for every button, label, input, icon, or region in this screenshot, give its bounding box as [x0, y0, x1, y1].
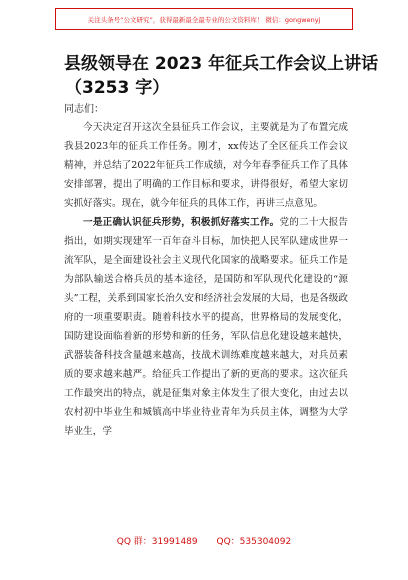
paragraph-2-text: 党的二十大报告指出，如期实现建军一百年奋斗目标，加快把人民军队建成世界一流军队，是全面建设社会主义现代化国家的战略要求。征兵工作是为部队输送合格兵员的基本途径，是国防和军队现代化建设的“源头”工程，关系到国家长治久安和经济社会发展的大局，也是各级政府的一项重要职责。随着科技水平的提高，世界格局的发展变化，国防建设面临着新的形势和新的任务，军队信息化建设越来越快，武器装备科技含量越来越高，技战术训练难度越来越大，对兵员素质的要求越来越严。给征兵工作提出了新的更高的要求。这次征兵工作最突出的特点，就是征集对象主体发生了很大变化，由过去以农村初中毕业生和城镇高中毕业待业青年为兵员主体，调整为大学毕业生，学	[64, 217, 349, 437]
greeting: 同志们：	[64, 104, 104, 115]
paragraph-2-lead: 一是正确认识征兵形势，积极抓好落实工作。	[83, 217, 280, 228]
footer	[0, 534, 408, 547]
footer-qq: QQ：535304092	[216, 537, 292, 547]
paragraph-1: 今天决定召开这次全县征兵工作会议，主要就是为了布置完成我县2023年的征兵工作任务。刚才，xx传达了全区征兵工作会议精神，并总结了2022年征兵工作成绩，对今年春季征兵工作了具体安排部署，提出了明确的工作目标和要求，讲得很好，希望大家切实抓好落实。现在，就今年征兵的具体工作，再讲三点意见。	[64, 122, 348, 209]
title-line-1: 县级领导在 2023 年征兵工作会议上讲话	[64, 54, 379, 74]
footer-qq-group: QQ 群：31991489	[116, 537, 198, 547]
document-title	[64, 52, 384, 100]
header-banner: 关注头条号“公文研究”，获得最新最全最专业的公文资料库！ 微信：gongwenyj	[55, 8, 353, 30]
paragraph-2	[64, 213, 348, 441]
document-body	[64, 118, 348, 441]
title-line-2: （3253 字）	[65, 78, 170, 98]
